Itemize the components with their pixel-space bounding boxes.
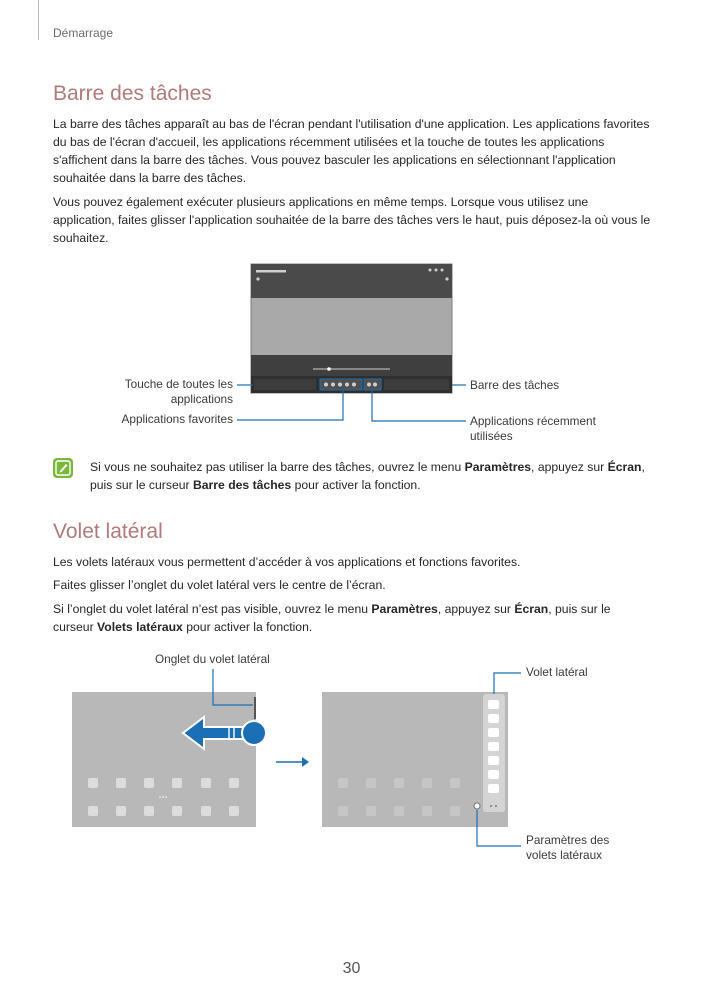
taskbar-switch-ref: Barre des tâches xyxy=(192,478,292,492)
taskbar-note: Si vous ne souhaitez pas utiliser la barre des tâches, ouvrez le menu Paramètres, appuyez sur Écran, puis sur le curseur Barre des tâches pour activer la fonction. xyxy=(90,460,645,492)
taskbar-section-title: Barre des tâches xyxy=(53,82,212,105)
label-edge-handle: Onglet du volet latéral xyxy=(155,652,270,666)
edge-panel xyxy=(483,694,505,812)
label-taskbar: Barre des tâches xyxy=(470,378,560,392)
label-recent-apps: Applications récemment utilisées xyxy=(470,414,596,443)
chapter-header: Démarrage xyxy=(53,26,114,40)
edge-settings-icon xyxy=(474,803,480,809)
edge-paragraph-2: Faites glisser l’onglet du volet latéral vers le centre de l’écran. xyxy=(53,578,386,592)
screen-menu-ref: Écran xyxy=(514,602,549,616)
settings-menu-ref: Paramètres xyxy=(371,602,438,616)
label-edge-panel: Volet latéral xyxy=(526,665,588,679)
edge-switch-ref: Volets latéraux xyxy=(97,620,183,634)
touch-point xyxy=(242,721,266,745)
callout-edge-panel xyxy=(494,673,521,694)
edge-section-title: Volet latéral xyxy=(53,520,163,543)
page-number: 30 xyxy=(342,960,361,977)
settings-menu-ref: Paramètres xyxy=(464,460,532,474)
edge-paragraph-1: Les volets latéraux vous permettent d’accéder à vos applications et fonctions favorites. xyxy=(53,555,521,569)
label-favorite-apps: Applications favorites xyxy=(121,412,233,426)
screen-menu-ref: Écran xyxy=(607,460,642,474)
taskbar-paragraph-1: La barre des tâches apparaît au bas de l'écran pendant l'utilisation d'une application. Les applications favorites du bas de l'écran d'accueil, les applications récemment utilisées et la touche de toutes les applications s'affichent dans la barre des tâches. Vous pouvez basculer les applications en sélectionnant l'application souhaitée dans la barre des tâches. xyxy=(53,117,650,185)
label-all-apps-key: Touche de toutes les applications xyxy=(124,377,233,406)
label-edge-settings: Paramètres des volets latéraux xyxy=(526,833,610,862)
edge-handle xyxy=(254,697,256,719)
edge-paragraph-3: Si l’onglet du volet latéral n’est pas visible, ouvrez le menu Paramètres, appuyez sur Écran, puis sur le curseur Volets latéraux pour activer la fonction. xyxy=(53,602,611,634)
left-tablet-screen xyxy=(72,692,256,827)
taskbar-paragraph-2: Vous pouvez également exécuter plusieurs applications en même temps. Lorsque vous utilisez une application, faites glisser l'application souhaitée de la barre des tâches vers le haut, puis déposez-la où vous le souhaitez. xyxy=(53,195,651,245)
